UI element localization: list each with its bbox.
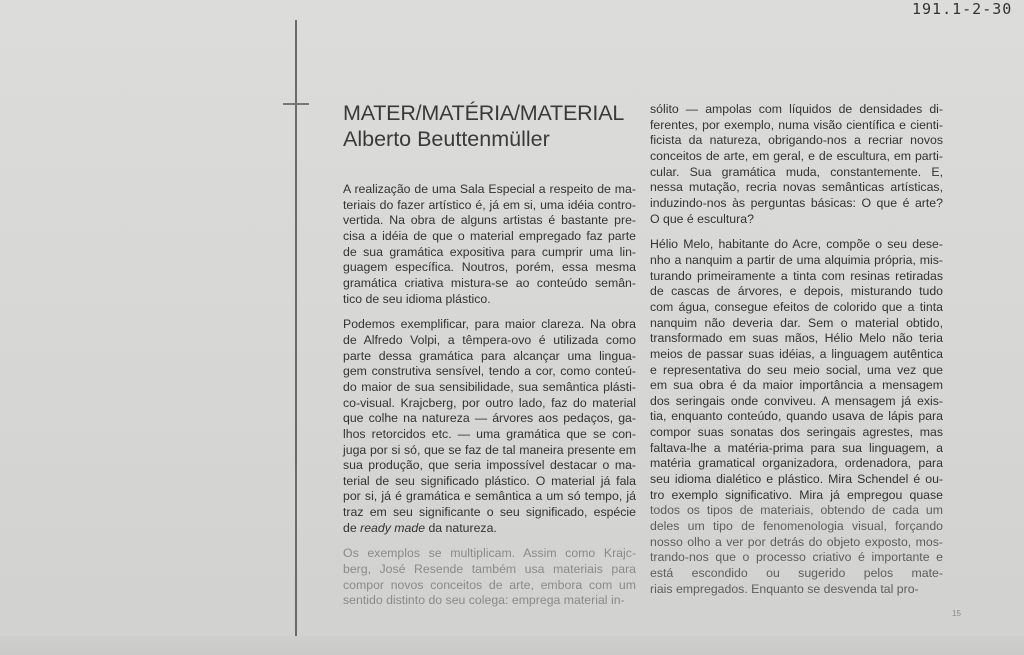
paragraph — [343, 317, 636, 536]
paragraph — [343, 182, 636, 307]
text-line: nosso olho a ver por detrás do objeto exposto, mos- — [650, 534, 943, 549]
text-line: todos os tipos de materiais, obtendo de cada um — [650, 503, 943, 518]
text-line: induzindo-nos às perguntas básicas: O que é arte? — [650, 195, 943, 210]
text-line: riais empregados. Enquanto se desvenda tal pro- — [650, 581, 919, 596]
article-title: MATER/MATÉRIA/MATERIAL — [343, 101, 625, 125]
text-line: cisa a idéia de que o material empregado faz parte — [343, 228, 636, 243]
text-line: traz em seu significante o seu significado, espécie — [343, 505, 636, 520]
text-line: dos seringais onde conviveu. A mensagem já exis- — [650, 393, 943, 408]
text-line: gem construtiva sensível, tendo a cor, como conteú- — [343, 364, 636, 379]
emphasis: ready made — [360, 520, 426, 535]
text-line: de Alfredo Volpi, a têmpera-ovo é utilizada como — [343, 332, 636, 347]
text-line: compor suas sonatas dos seringais agrestes, mas — [650, 425, 943, 440]
text-line: parte dessa gramática para alcançar uma lingua- — [343, 348, 636, 363]
text-line: matéria gramatical organizadora, ordenadora, para — [650, 456, 943, 471]
text-line: em sua obra é da maior importância a mensagem — [650, 378, 943, 393]
left-text-column — [343, 182, 636, 619]
fold-mark — [283, 103, 309, 105]
page-fold-line — [295, 20, 297, 640]
text-line: ferentes, por exemplo, numa visão científica e cienti- — [650, 117, 943, 132]
text-line: turando primeiramente a tinta com resinas retiradas — [650, 268, 943, 283]
text-line: Podemos exemplificar, para maior clareza. Na obra — [343, 317, 636, 332]
text-line: gramática criativa mistura-se ao conteúdo semân- — [343, 275, 636, 290]
text-line: meios de passar suas idéias, a linguagem autêntica — [650, 346, 943, 361]
text-line: trando-nos que o processo criativo é importante e — [650, 550, 943, 565]
article-header — [343, 100, 633, 152]
text-line: juga por si só, que se faz de tal maneira presente em — [343, 442, 636, 457]
text-line: faltava-lhe a matéria-prima para sua linguagem, a — [650, 440, 943, 455]
text-line: seu idioma dialético e plástico. Mira Schendel é ou- — [650, 472, 943, 487]
text-line: nho a nanquim a partir de uma alquimia própria, mis- — [650, 252, 943, 267]
text-line: tia, enquanto conteúdo, quando usava de lápis para — [650, 409, 943, 424]
paragraph — [650, 102, 943, 227]
text-line: lhos retorcidos etc. — uma gramática que se con- — [343, 426, 636, 441]
text-line: transformado em suas mãos, Hélio Melo não teria — [650, 331, 943, 346]
text-line: vertida. Na obra de alguns artistas é bastante pre- — [343, 213, 636, 228]
text-line: com água, consegue efeitos de colorido que a tinta — [650, 299, 943, 314]
text-line: por si, já é gramática e semântica a um só tempo, já — [343, 489, 636, 504]
text-line: do maior de sua sensibilidade, sua semântica plásti- — [343, 379, 636, 394]
text-line: terial de seu significado plástico. O material já fala — [343, 473, 636, 488]
text-line: nanquim não deveria dar. Sem o material obtido, — [650, 315, 943, 330]
text-line: guagem específica. Noutros, porém, essa mesma — [343, 260, 636, 275]
text-line: cular. Sua gramática muda, constantemente. E, — [650, 164, 943, 179]
text-line: está escondido ou sugerido pelos mate- — [650, 566, 943, 581]
text-line: sentido distinto do seu colega: emprega material in- — [343, 593, 625, 608]
page-bottom-edge — [0, 636, 1024, 655]
text-line: teriais do fazer artístico é, já em si, uma idéia contro- — [343, 197, 636, 212]
article-author: Alberto Beuttenmüller — [343, 127, 550, 151]
text-line: de sua gramática expositiva para cumprir uma lin- — [343, 244, 636, 259]
text-line: O que é escultura? — [650, 211, 754, 226]
text-line: deles um tipo de fenomenologia visual, forçando — [650, 519, 943, 534]
text-line: sólito — ampolas com líquidos de densidades di- — [650, 102, 943, 116]
handwritten-note: 191.1-2-30 — [912, 0, 1013, 18]
text-line: nessa mutação, recria novas semânticas artísticas, — [650, 180, 943, 195]
right-text-column — [650, 102, 943, 607]
text-line: berg, José Resende também usa materiais para — [343, 562, 636, 577]
page-number: 15 — [952, 609, 961, 618]
text-line: Hélio Melo, habitante do Acre, compõe o seu dese- — [650, 237, 943, 252]
text-line: de cascas de árvores, e depois, misturando tudo — [650, 284, 943, 299]
text-line: que colhe na natureza — árvores aos pedaços, ga- — [343, 411, 636, 426]
text-line: compor novos conceitos de arte, embora com um — [343, 577, 636, 592]
paragraph — [343, 546, 636, 609]
text-line: tico de seu idioma plástico. — [343, 291, 491, 306]
text-line: de ready made da natureza. — [343, 520, 497, 535]
text-line: tro exemplo significativo. Mira já empregou quase — [650, 487, 943, 502]
paragraph — [650, 237, 943, 597]
text-line: ficista da natureza, obrigando-nos a recriar novos — [650, 133, 943, 148]
text-line: e representativa do seu meio social, uma vez que — [650, 362, 943, 377]
text-line: A realização de uma Sala Especial a respeito de ma- — [343, 182, 636, 196]
text-line: sua produção, que seria impossível destacar o ma- — [343, 458, 636, 473]
text-line: Os exemplos se multiplicam. Assim como Krajc- — [343, 546, 636, 561]
text-line: conceitos de arte, em geral, e de escultura, em parti- — [650, 148, 943, 163]
text-line: co-visual. Krajcberg, por outro lado, faz do material — [343, 395, 636, 410]
